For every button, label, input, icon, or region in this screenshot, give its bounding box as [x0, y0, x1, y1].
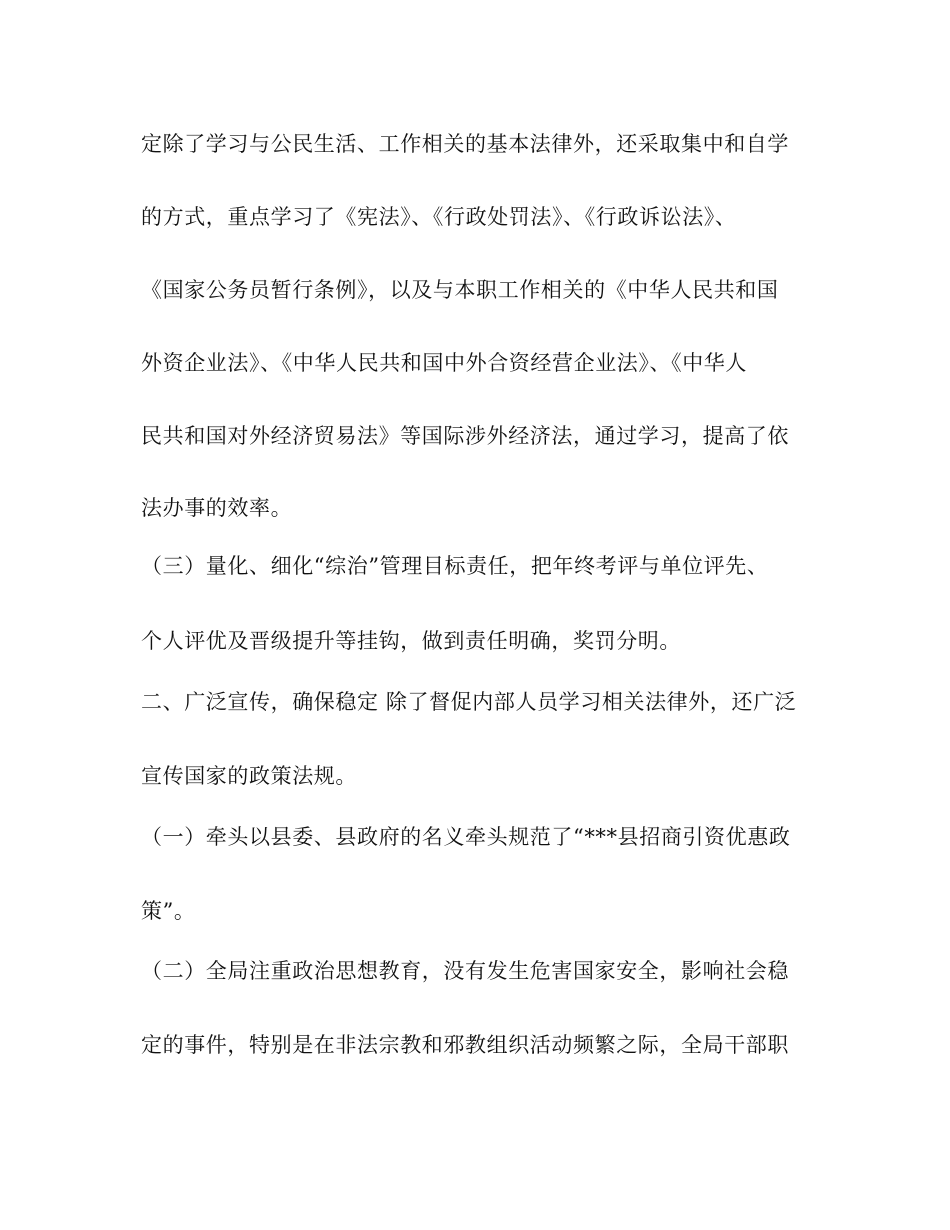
text-line: 《国家公务员暂行条例》，以及与本职工作相关的《中华人民共和国 [141, 278, 779, 302]
section-heading: 二、广泛宣传，确保稳定 除了督促内部人员学习相关法律外，还广泛 [141, 690, 797, 714]
section-heading: （三）量化、细化“综治”管理目标责任，把年终考评与单位评先、 [141, 554, 769, 578]
text-line: 策”。 [141, 899, 196, 923]
text-line: 的方式，重点学习了《宪法》、《行政处罚法》、《行政诉讼法》、 [141, 205, 737, 229]
text-line: 民共和国对外经济贸易法》等国际涉外经济法，通过学习，提高了依 [141, 424, 789, 448]
text-line: 法办事的效率。 [141, 496, 293, 520]
section-heading: （一）牵头以县委、县政府的名义牵头规范了“***县招商引资优惠政 [141, 825, 791, 849]
section-heading: （二）全局注重政治思想教育，没有发生危害国家安全，影响社会稳 [141, 959, 789, 983]
text-line: 外资企业法》、《中华人民共和国中外合资经营企业法》、《中华人 [141, 351, 747, 375]
text-line: 个人评优及晋级提升等挂钩，做到责任明确，奖罚分明。 [141, 629, 681, 653]
text-line: 定除了学习与公民生活、工作相关的基本法律外，还采取集中和自学 [141, 132, 789, 156]
text-line: 宣传国家的政策法规。 [141, 764, 357, 788]
text-line: 定的事件，特别是在非法宗教和邪教组织活动频繁之际，全局干部职 [141, 1033, 789, 1057]
